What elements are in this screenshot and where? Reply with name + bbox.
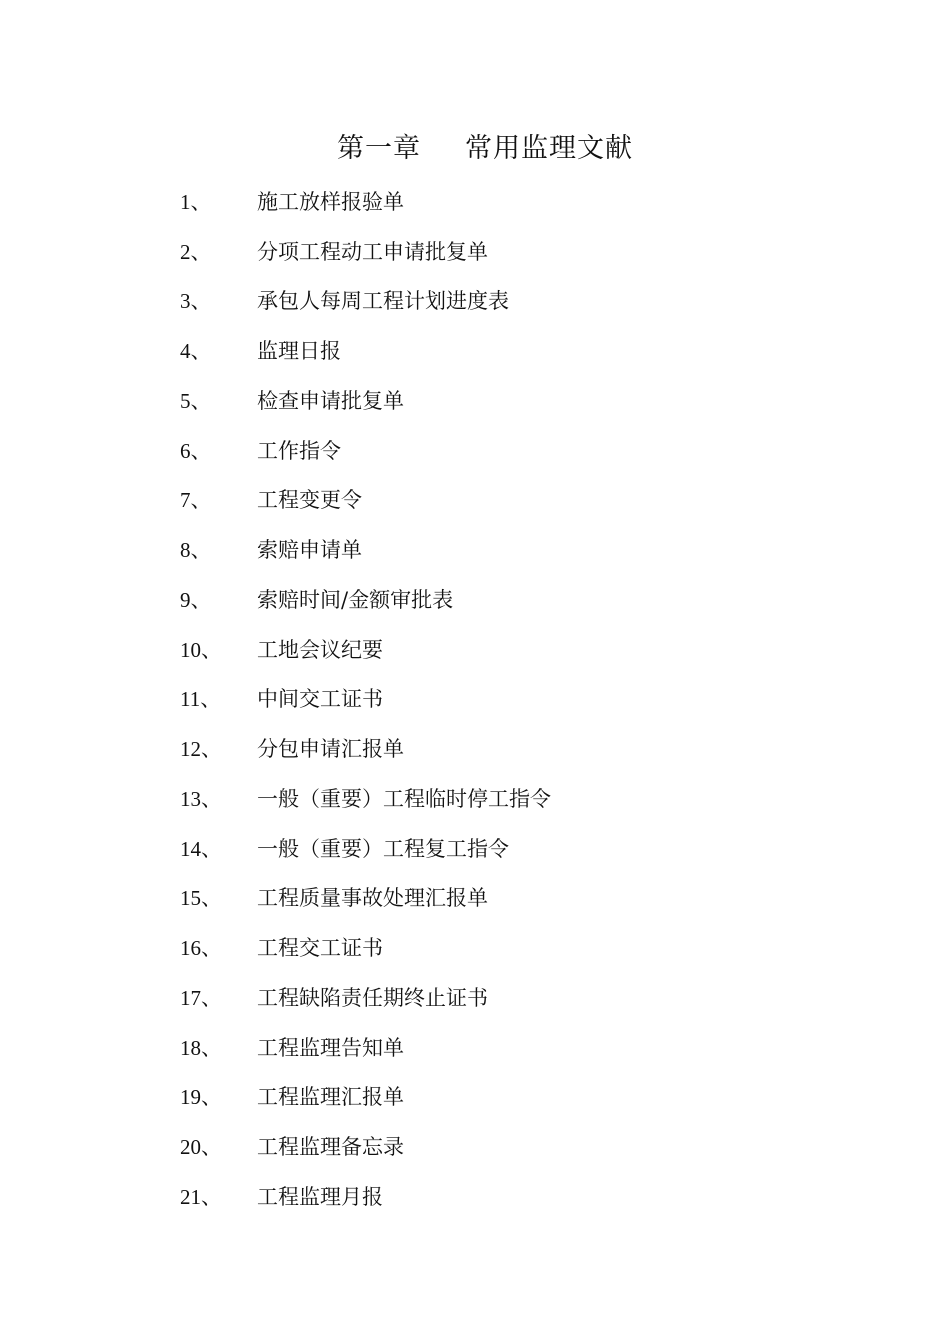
- item-title: 工地会议纪要: [257, 637, 383, 662]
- list-item: [180, 425, 880, 475]
- item-number: 4、: [180, 339, 212, 364]
- item-title: 工程监理备忘录: [257, 1135, 404, 1160]
- item-title: 工程变更令: [257, 488, 362, 513]
- item-title: 索赔时间/金额审批表: [257, 587, 454, 612]
- list-item: [180, 375, 880, 425]
- list-item: [180, 674, 880, 724]
- item-title: 施工放样报验单: [257, 189, 404, 214]
- list-item: [180, 475, 880, 525]
- item-title: 工程监理告知单: [257, 1035, 404, 1060]
- item-number: 10、: [180, 637, 222, 662]
- chapter-number: 第一章: [337, 133, 421, 164]
- item-title: 一般（重要）工程临时停工指令: [257, 786, 551, 811]
- item-number: 7、: [180, 488, 212, 513]
- item-number: 19、: [180, 1085, 222, 1110]
- item-title: 检查申请批复单: [257, 388, 404, 413]
- item-number: 18、: [180, 1035, 222, 1060]
- list-item: [180, 524, 880, 574]
- item-number: 8、: [180, 538, 212, 563]
- item-number: 9、: [180, 587, 212, 612]
- item-title: 中间交工证书: [257, 687, 383, 712]
- chapter-title: 常用监理文献: [465, 133, 633, 164]
- item-number: 3、: [180, 289, 212, 314]
- item-number: 14、: [180, 836, 222, 861]
- item-number: 13、: [180, 786, 222, 811]
- item-title: 索赔申请单: [257, 538, 362, 563]
- item-number: 17、: [180, 985, 222, 1010]
- item-title: 分包申请汇报单: [257, 737, 404, 762]
- item-title: 监理日报: [257, 339, 341, 364]
- list-item: [180, 226, 880, 276]
- item-number: 6、: [180, 438, 212, 463]
- item-title: 工程质量事故处理汇报单: [257, 886, 488, 911]
- list-item: [180, 773, 880, 823]
- list-item: [180, 176, 880, 226]
- list-item: [180, 574, 880, 624]
- list-item: [180, 276, 880, 326]
- list-item: [180, 922, 880, 972]
- item-title: 工程监理汇报单: [257, 1085, 404, 1110]
- list-item: [180, 624, 880, 674]
- item-number: 11、: [180, 687, 222, 712]
- item-title: 工程缺陷责任期终止证书: [257, 985, 488, 1010]
- list-item: [180, 972, 880, 1022]
- list-item: [180, 1072, 880, 1122]
- item-number: 15、: [180, 886, 222, 911]
- list-item: [180, 723, 880, 773]
- list-item: [180, 1022, 880, 1072]
- item-title: 一般（重要）工程复工指令: [257, 836, 509, 861]
- list-item: [180, 325, 880, 375]
- item-number: 16、: [180, 936, 222, 961]
- item-number: 21、: [180, 1184, 222, 1209]
- item-title: 工作指令: [257, 438, 341, 463]
- list-item: [180, 873, 880, 923]
- item-number: 1、: [180, 189, 212, 214]
- item-title: 分项工程动工申请批复单: [257, 239, 488, 264]
- item-title: 工程交工证书: [257, 936, 383, 961]
- item-number: 20、: [180, 1135, 222, 1160]
- chapter-heading: [0, 126, 950, 165]
- list-item: [180, 1121, 880, 1171]
- item-title: 承包人每周工程计划进度表: [257, 289, 509, 314]
- list-item: [180, 1171, 880, 1221]
- item-number: 2、: [180, 239, 212, 264]
- document-list: [180, 176, 880, 1221]
- list-item: [180, 823, 880, 873]
- item-number: 12、: [180, 737, 222, 762]
- item-number: 5、: [180, 388, 212, 413]
- item-title: 工程监理月报: [257, 1184, 383, 1209]
